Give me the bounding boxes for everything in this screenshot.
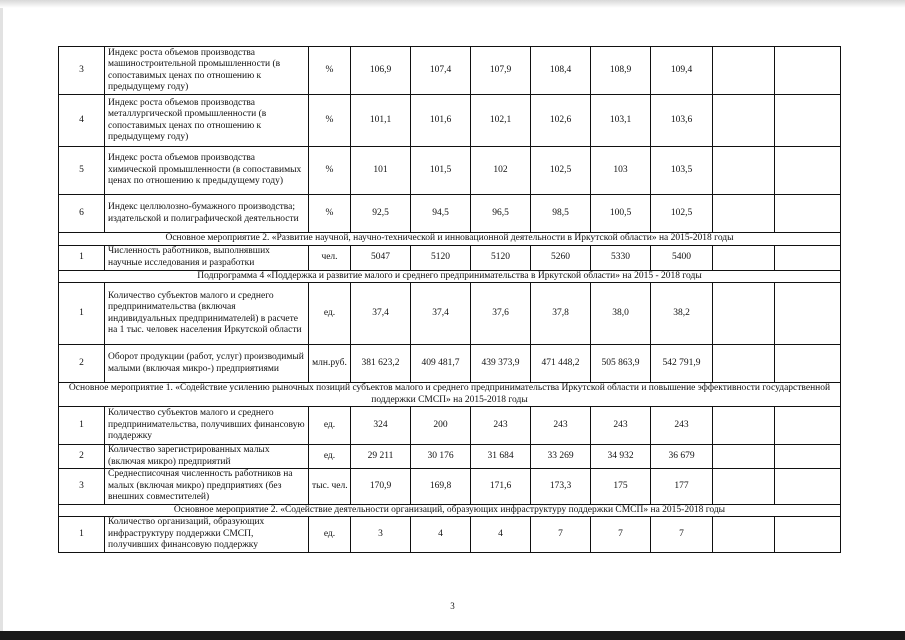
- value-cell: 5330: [591, 245, 651, 270]
- value-cell: 542 791,9: [651, 345, 713, 383]
- section-title: Основное мероприятие 2. «Развитие научной, научно-технической и инновационной деятельности в Иркутской области» на 2015-2018 годы: [59, 233, 841, 246]
- empty-cell: [775, 283, 841, 345]
- value-cell: 102,6: [531, 95, 591, 147]
- value-cell: 109,4: [651, 47, 713, 95]
- empty-cell: [775, 445, 841, 469]
- empty-cell: [713, 195, 775, 233]
- value-cell: 471 448,2: [531, 345, 591, 383]
- value-cell: 7: [591, 517, 651, 553]
- value-cell: 175: [591, 469, 651, 505]
- indicator-name: Индекс целлюлозно-бумажного производства; издательской и полиграфической деятельности: [105, 195, 309, 233]
- value-cell: 103: [591, 147, 651, 195]
- table-row: [59, 195, 841, 233]
- unit-cell: чел.: [309, 245, 351, 270]
- value-cell: 102: [471, 147, 531, 195]
- indicator-name: Индекс роста объемов производства химической промышленности (в сопоставимых ценах по отношению к предыдущему году): [105, 147, 309, 195]
- row-number: 1: [59, 517, 105, 553]
- table-row: [59, 283, 841, 345]
- value-cell: 108,4: [531, 47, 591, 95]
- value-cell: 29 211: [351, 445, 411, 469]
- value-cell: 30 176: [411, 445, 471, 469]
- row-number: 3: [59, 469, 105, 505]
- table-row: [59, 407, 841, 445]
- empty-cell: [713, 517, 775, 553]
- table-row: [59, 147, 841, 195]
- value-cell: 100,5: [591, 195, 651, 233]
- row-number: 1: [59, 283, 105, 345]
- value-cell: 505 863,9: [591, 345, 651, 383]
- value-cell: 101,5: [411, 147, 471, 195]
- indicator-name: Количество организаций, образующих инфраструктуру поддержки СМСП, получивших финансовую поддержку: [105, 517, 309, 553]
- value-cell: 409 481,7: [411, 345, 471, 383]
- value-cell: 107,9: [471, 47, 531, 95]
- unit-cell: тыс. чел.: [309, 469, 351, 505]
- indicator-name: Количество субъектов малого и среднего предпринимательства, получивших финансовую поддержку: [105, 407, 309, 445]
- empty-cell: [775, 95, 841, 147]
- empty-cell: [713, 407, 775, 445]
- table-row: [59, 245, 841, 270]
- unit-cell: %: [309, 195, 351, 233]
- scan-edge-bottom: [0, 631, 905, 640]
- indicator-name: Среднесписочная численность работников на малых (включая микро) предприятиях (без внешних совместителей): [105, 469, 309, 505]
- value-cell: 37,6: [471, 283, 531, 345]
- value-cell: 171,6: [471, 469, 531, 505]
- section-header-row: [59, 233, 841, 246]
- value-cell: 169,8: [411, 469, 471, 505]
- table-row: [59, 47, 841, 95]
- value-cell: 101: [351, 147, 411, 195]
- value-cell: 4: [471, 517, 531, 553]
- value-cell: 101,1: [351, 95, 411, 147]
- table-row: [59, 517, 841, 553]
- section-header-row: [59, 383, 841, 407]
- scan-edge-top: [0, 0, 905, 8]
- row-number: 3: [59, 47, 105, 95]
- table-row: [59, 469, 841, 505]
- unit-cell: млн.руб.: [309, 345, 351, 383]
- value-cell: 106,9: [351, 47, 411, 95]
- table-row: [59, 95, 841, 147]
- indicator-name: Численность работников, выполнявших научные исследования и разработки: [105, 245, 309, 270]
- indicators-table: [58, 46, 841, 553]
- empty-cell: [775, 147, 841, 195]
- section-title: Основное мероприятие 2. «Содействие деятельности организаций, образующих инфраструктуру поддержки СМСП» на 2015-2018 годы: [59, 504, 841, 517]
- value-cell: 37,8: [531, 283, 591, 345]
- value-cell: 243: [591, 407, 651, 445]
- value-cell: 103,5: [651, 147, 713, 195]
- empty-cell: [775, 469, 841, 505]
- row-number: 1: [59, 245, 105, 270]
- value-cell: 38,2: [651, 283, 713, 345]
- value-cell: 170,9: [351, 469, 411, 505]
- empty-cell: [713, 147, 775, 195]
- value-cell: 92,5: [351, 195, 411, 233]
- empty-cell: [713, 95, 775, 147]
- value-cell: 37,4: [411, 283, 471, 345]
- value-cell: 102,5: [531, 147, 591, 195]
- value-cell: 439 373,9: [471, 345, 531, 383]
- row-number: 1: [59, 407, 105, 445]
- value-cell: 36 679: [651, 445, 713, 469]
- row-number: 2: [59, 445, 105, 469]
- empty-cell: [775, 47, 841, 95]
- value-cell: 243: [531, 407, 591, 445]
- empty-cell: [713, 345, 775, 383]
- row-number: 2: [59, 345, 105, 383]
- value-cell: 5120: [411, 245, 471, 270]
- section-title: Подпрограмма 4 «Поддержка и развитие малого и среднего предпринимательства в Иркутской области» на 2015 - 2018 годы: [59, 270, 841, 283]
- value-cell: 243: [471, 407, 531, 445]
- empty-cell: [775, 245, 841, 270]
- value-cell: 101,6: [411, 95, 471, 147]
- unit-cell: %: [309, 147, 351, 195]
- value-cell: 108,9: [591, 47, 651, 95]
- value-cell: 200: [411, 407, 471, 445]
- row-number: 6: [59, 195, 105, 233]
- empty-cell: [713, 283, 775, 345]
- unit-cell: %: [309, 47, 351, 95]
- value-cell: 37,4: [351, 283, 411, 345]
- value-cell: 96,5: [471, 195, 531, 233]
- section-title: Основное мероприятие 1. «Содействие усилению рыночных позиций субъектов малого и среднего предпринимательства Иркутской области и повышение эффективности государственной поддержки СМСП» на 2015-2018 годы: [59, 383, 841, 407]
- empty-cell: [713, 445, 775, 469]
- empty-cell: [775, 345, 841, 383]
- row-number: 5: [59, 147, 105, 195]
- value-cell: 102,5: [651, 195, 713, 233]
- value-cell: 31 684: [471, 445, 531, 469]
- value-cell: 324: [351, 407, 411, 445]
- value-cell: 107,4: [411, 47, 471, 95]
- unit-cell: ед.: [309, 445, 351, 469]
- indicator-name: Количество зарегистрированных малых (включая микро) предприятий: [105, 445, 309, 469]
- unit-cell: ед.: [309, 283, 351, 345]
- value-cell: 102,1: [471, 95, 531, 147]
- value-cell: 243: [651, 407, 713, 445]
- empty-cell: [713, 469, 775, 505]
- empty-cell: [775, 195, 841, 233]
- value-cell: 33 269: [531, 445, 591, 469]
- value-cell: 5120: [471, 245, 531, 270]
- section-header-row: [59, 504, 841, 517]
- value-cell: 98,5: [531, 195, 591, 233]
- section-header-row: [59, 270, 841, 283]
- value-cell: 103,1: [591, 95, 651, 147]
- value-cell: 4: [411, 517, 471, 553]
- value-cell: 7: [651, 517, 713, 553]
- indicator-name: Количество субъектов малого и среднего предпринимательства (включая индивидуальных предпринимателей) в расчете на 1 тыс. человек населения Иркутской области: [105, 283, 309, 345]
- indicator-name: Индекс роста объемов производства машиностроительной промышленности (в сопоставимых ценах по отношению к предыдущему году): [105, 47, 309, 95]
- empty-cell: [713, 245, 775, 270]
- empty-cell: [775, 517, 841, 553]
- value-cell: 5400: [651, 245, 713, 270]
- value-cell: 5260: [531, 245, 591, 270]
- table-row: [59, 445, 841, 469]
- value-cell: 7: [531, 517, 591, 553]
- value-cell: 38,0: [591, 283, 651, 345]
- value-cell: 5047: [351, 245, 411, 270]
- table-row: [59, 345, 841, 383]
- empty-cell: [713, 47, 775, 95]
- unit-cell: %: [309, 95, 351, 147]
- row-number: 4: [59, 95, 105, 147]
- unit-cell: ед.: [309, 407, 351, 445]
- unit-cell: ед.: [309, 517, 351, 553]
- value-cell: 94,5: [411, 195, 471, 233]
- value-cell: 34 932: [591, 445, 651, 469]
- page-number: 3: [450, 601, 455, 611]
- value-cell: 381 623,2: [351, 345, 411, 383]
- value-cell: 3: [351, 517, 411, 553]
- value-cell: 177: [651, 469, 713, 505]
- empty-cell: [775, 407, 841, 445]
- indicator-name: Оборот продукции (работ, услуг) производимый малыми (включая микро-) предприятиями: [105, 345, 309, 383]
- scan-edge-left: [0, 0, 3, 640]
- table-body: [59, 47, 841, 553]
- indicator-name: Индекс роста объемов производства металлургической промышленности (в сопоставимых ценах по отношению к предыдущему году): [105, 95, 309, 147]
- value-cell: 173,3: [531, 469, 591, 505]
- value-cell: 103,6: [651, 95, 713, 147]
